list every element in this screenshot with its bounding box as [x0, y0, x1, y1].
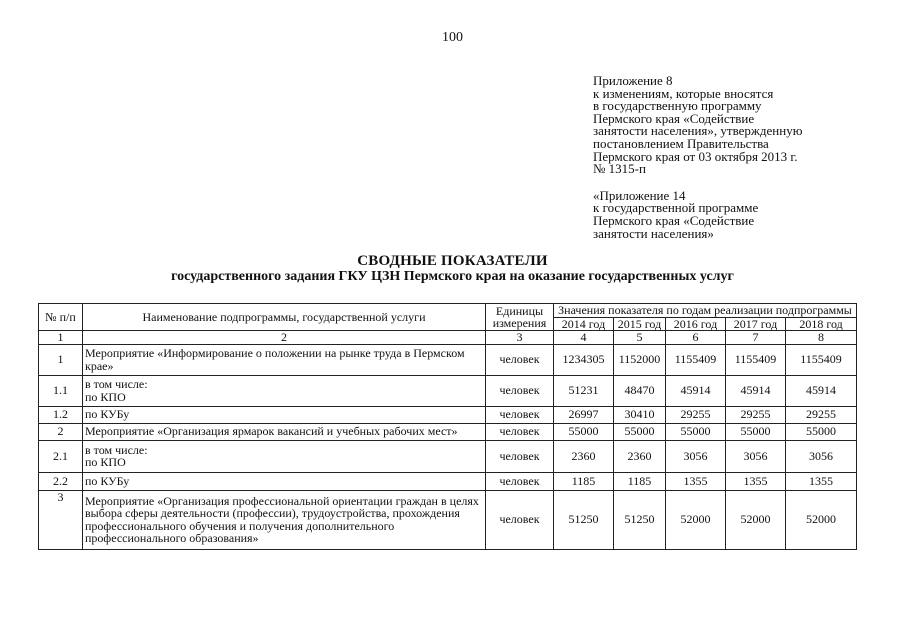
- row-name: по КУБу: [83, 406, 486, 423]
- column-number: 8: [786, 331, 857, 345]
- row-value: 3056: [666, 440, 726, 472]
- row-value: 55000: [726, 423, 786, 440]
- row-value: 51231: [554, 375, 614, 406]
- column-number: 3: [486, 331, 554, 345]
- column-numbers-row: [39, 331, 857, 345]
- table-row: [39, 423, 857, 440]
- page-number: 100: [442, 30, 463, 45]
- row-value: 2360: [614, 440, 666, 472]
- row-value: 30410: [614, 406, 666, 423]
- row-num: 1: [39, 344, 83, 375]
- table-row: [39, 375, 857, 406]
- row-unit: человек: [486, 344, 554, 375]
- row-value: 55000: [554, 423, 614, 440]
- row-name: по КУБу: [83, 472, 486, 490]
- annex-block-amendment: [593, 75, 893, 176]
- annex-line: постановлением Правительства: [593, 135, 769, 151]
- header-num: № п/п: [39, 304, 83, 331]
- row-value: 29255: [786, 406, 857, 423]
- title-subtitle: государственного задания ГКУ ЦЗН Пермского края на оказание государственных услуг: [171, 269, 734, 284]
- annex-line: занятости населения»: [593, 225, 714, 241]
- column-number: 5: [614, 331, 666, 345]
- table-header-row: [39, 304, 857, 318]
- row-value: 45914: [726, 375, 786, 406]
- row-name: в том числе: по КПО: [83, 440, 486, 472]
- row-value: 1234305: [554, 344, 614, 375]
- column-number: 2: [83, 331, 486, 345]
- row-value: 52000: [666, 490, 726, 549]
- header-year: 2014 год: [554, 317, 614, 331]
- row-value: 29255: [726, 406, 786, 423]
- row-value: 1155409: [786, 344, 857, 375]
- annex-line: занятости населения», утвержденную: [593, 123, 803, 139]
- annex-line: Пермского края от 03 октября 2013 г.: [593, 148, 798, 164]
- annex-line: к государственной программе: [593, 200, 759, 216]
- row-name: Мероприятие «Организация профессиональной ориентации граждан в целях выбора сферы деятельности (профессии), трудоустройства, прохождения профессионального обучения и получения дополнительного профессионального образования»: [83, 490, 486, 549]
- title-main: СВОДНЫЕ ПОКАЗАТЕЛИ: [357, 253, 548, 269]
- row-unit: человек: [486, 406, 554, 423]
- row-value: 52000: [786, 490, 857, 549]
- table-row: [39, 440, 857, 472]
- header-unit: Единицы измерения: [486, 304, 554, 331]
- row-value: 3056: [726, 440, 786, 472]
- row-value: 55000: [614, 423, 666, 440]
- row-value: 55000: [666, 423, 726, 440]
- row-value: 48470: [614, 375, 666, 406]
- header-year: 2018 год: [786, 317, 857, 331]
- header-year: 2016 год: [666, 317, 726, 331]
- annex-line: «Приложение 14: [593, 187, 686, 203]
- row-num: 2: [39, 423, 83, 440]
- table-row: [39, 344, 857, 375]
- row-value: 2360: [554, 440, 614, 472]
- row-num: 1.1: [39, 375, 83, 406]
- row-value: 29255: [666, 406, 726, 423]
- annex-header: [593, 75, 893, 240]
- row-num: 1.2: [39, 406, 83, 423]
- row-value: 45914: [666, 375, 726, 406]
- header-values-group: Значения показателя по годам реализации подпрограммы: [554, 304, 857, 318]
- row-value: 1185: [614, 472, 666, 490]
- annex-line: № 1315-п: [593, 161, 646, 177]
- indicators-table: [38, 303, 857, 550]
- row-unit: человек: [486, 490, 554, 549]
- row-num: 3: [39, 490, 83, 549]
- annex-block-program: [593, 187, 893, 241]
- table-row: [39, 490, 857, 549]
- row-name: Мероприятие «Организация ярмарок вакансий и учебных рабочих мест»: [83, 423, 486, 440]
- row-name: в том числе: по КПО: [83, 375, 486, 406]
- row-value: 1155409: [666, 344, 726, 375]
- table-row: [39, 406, 857, 423]
- header-year: 2015 год: [614, 317, 666, 331]
- row-value: 1355: [786, 472, 857, 490]
- header-name: Наименование подпрограммы, государственной услуги: [83, 304, 486, 331]
- annex-line: Приложение 8: [593, 73, 673, 88]
- row-unit: человек: [486, 472, 554, 490]
- row-value: 1155409: [726, 344, 786, 375]
- row-num: 2.2: [39, 472, 83, 490]
- annex-line: Пермского края «Содействие: [593, 110, 755, 126]
- column-number: 4: [554, 331, 614, 345]
- row-unit: человек: [486, 375, 554, 406]
- row-unit: человек: [486, 440, 554, 472]
- row-value: 52000: [726, 490, 786, 549]
- annex-line: Пермского края «Содействие: [593, 212, 755, 228]
- column-number: 6: [666, 331, 726, 345]
- row-value: 3056: [786, 440, 857, 472]
- row-num: 2.1: [39, 440, 83, 472]
- document-title: [0, 253, 905, 285]
- annex-line: к изменениям, которые вносятся: [593, 85, 774, 101]
- annex-line: в государственную программу: [593, 98, 762, 114]
- header-year: 2017 год: [726, 317, 786, 331]
- row-value: 55000: [786, 423, 857, 440]
- column-number: 7: [726, 331, 786, 345]
- row-value: 1185: [554, 472, 614, 490]
- row-name: Мероприятие «Информирование о положении на рынке труда в Пермском крае»: [83, 344, 486, 375]
- column-number: 1: [39, 331, 83, 345]
- row-value: 51250: [554, 490, 614, 549]
- row-value: 1355: [666, 472, 726, 490]
- row-value: 1152000: [614, 344, 666, 375]
- row-value: 51250: [614, 490, 666, 549]
- row-value: 26997: [554, 406, 614, 423]
- row-value: 45914: [786, 375, 857, 406]
- row-unit: человек: [486, 423, 554, 440]
- table-row: [39, 472, 857, 490]
- row-value: 1355: [726, 472, 786, 490]
